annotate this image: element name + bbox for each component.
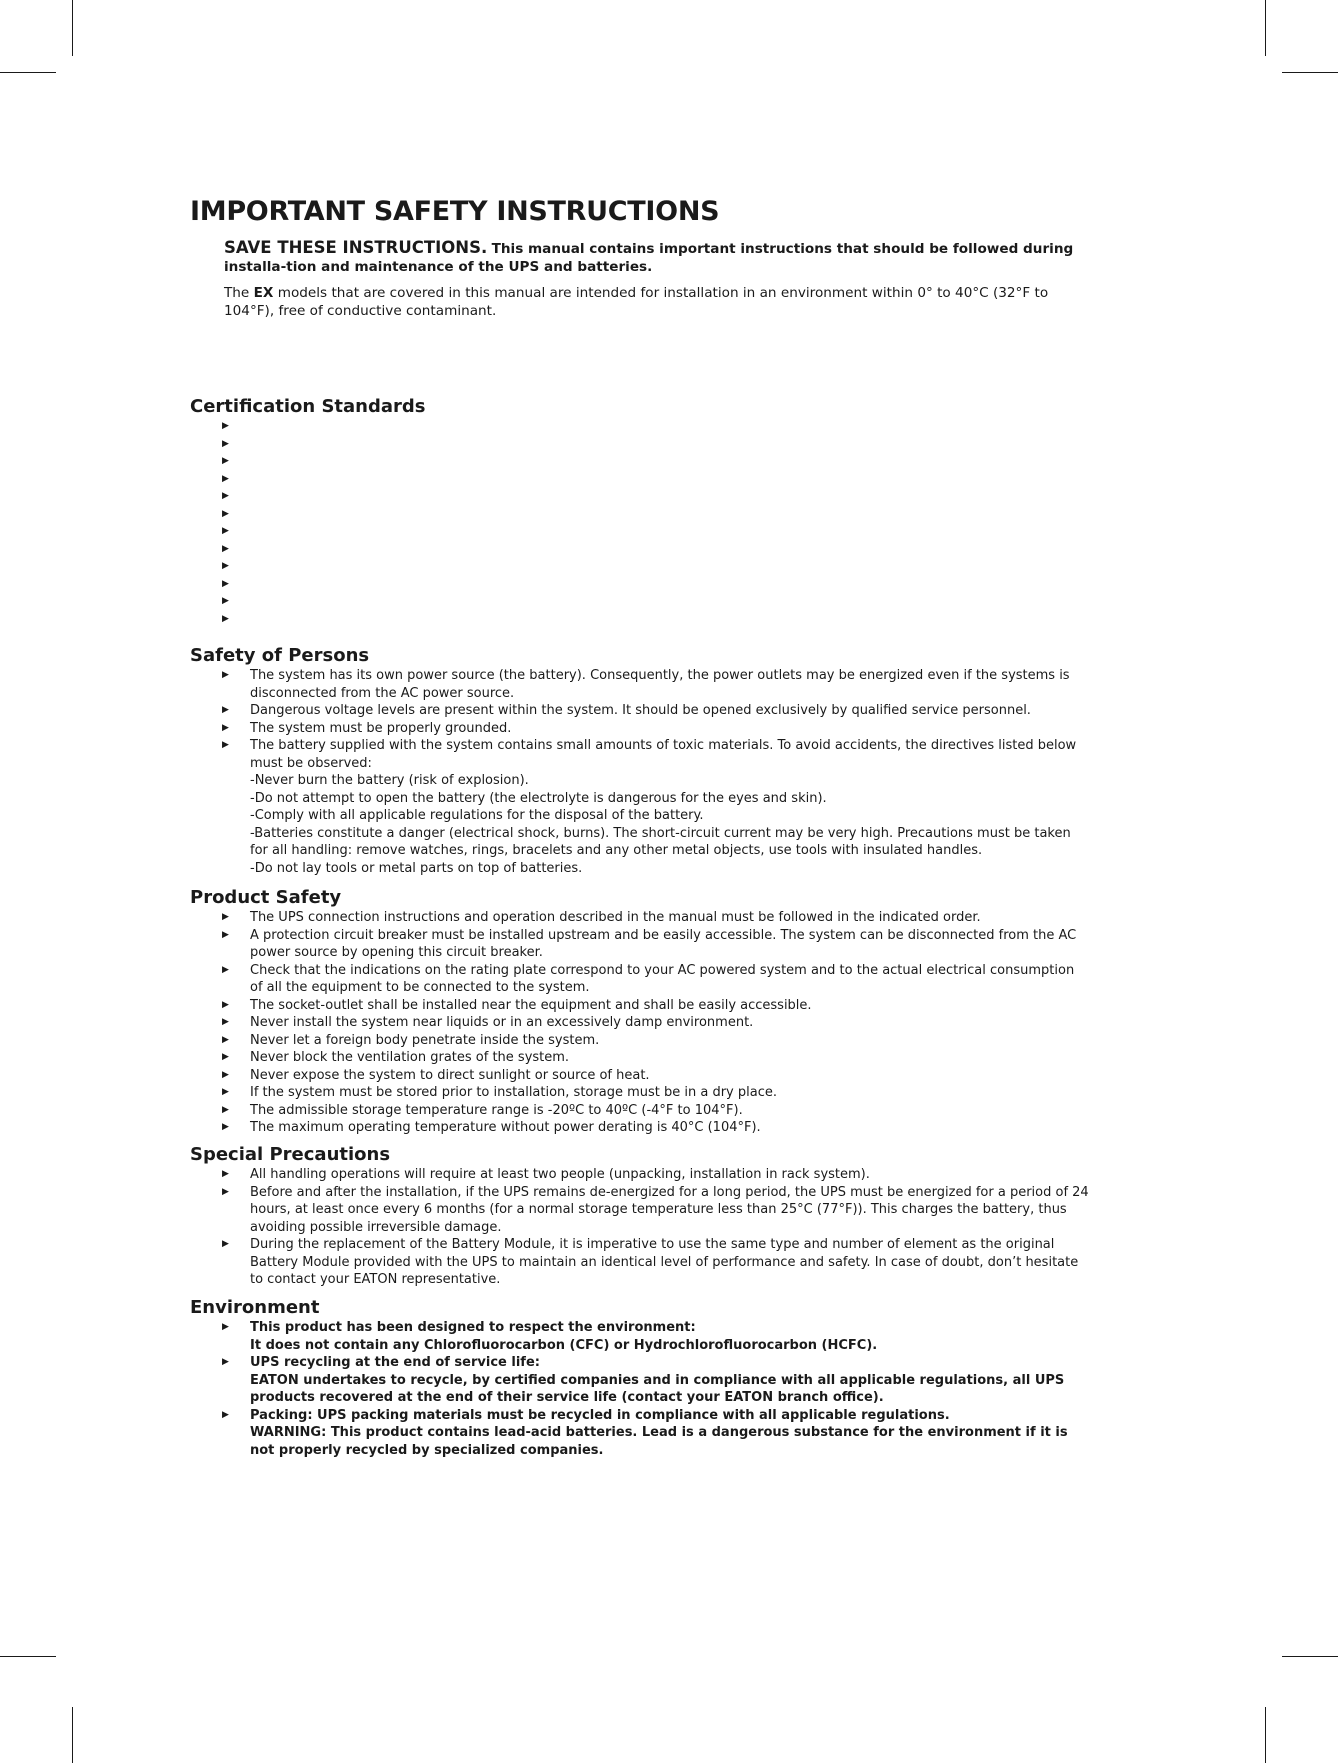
list-item-text: Never expose the system to direct sunlight or source of heat. (250, 1067, 650, 1083)
list-item (190, 488, 1090, 506)
environment-text: The (224, 285, 254, 301)
bullet-icon: ▶ (222, 1087, 229, 1097)
special-precautions-section (190, 1144, 1090, 1289)
save-instructions-paragraph (224, 239, 1090, 276)
list-item (190, 541, 1090, 559)
product-safety-list (190, 909, 1090, 1137)
list-item (190, 1184, 1090, 1237)
list-item-text: A protection circuit breaker must be installed upstream and be easily accessible. The system can be disconnected from the AC power source by opening this circuit breaker. (250, 927, 1077, 960)
list-item (190, 506, 1090, 524)
bullet-icon: ▶ (222, 1322, 229, 1332)
list-item-text: The system has its own power source (the battery). Consequently, the power outlets may be energized even if the systems is disconnected from the AC power source. (250, 668, 1070, 701)
sub-item-text: -Do not attempt to open the battery (the electrolyte is dangerous for the eyes and skin). (250, 790, 827, 806)
bullet-icon: ▶ (222, 1069, 229, 1080)
save-instructions-lead: SAVE THESE INSTRUCTIONS. (224, 238, 488, 257)
document-page (190, 196, 1090, 320)
list-item (190, 453, 1090, 471)
list-item-text: Before and after the installation, if the UPS remains de-energized for a long period, the UPS must be energized for a period of 24 hours, at least once every 6 months (for a normal storage temperature less than 25°C (77°F)). This charges the battery, thus avoiding possible irreversible damage. (250, 1184, 1089, 1235)
list-item (190, 1166, 1090, 1184)
safety-persons-section (190, 645, 1090, 877)
crop-mark (72, 0, 73, 56)
list-item (190, 593, 1090, 611)
list-item-detail: WARNING: This product contains lead-acid batteries. Lead is a dangerous substance for the environment if it is not properly recycled by specialized companies. (250, 1425, 1068, 1458)
list-item (190, 1067, 1090, 1085)
bullet-icon: ▶ (222, 578, 229, 589)
intro-block (224, 239, 1090, 320)
list-item-text: All handling operations will require at least two people (unpacking, installation in rack system). (250, 1167, 870, 1182)
bullet-icon: ▶ (222, 491, 229, 501)
list-item-text: Check that the indications on the rating plate correspond to your AC powered system and to the actual electrical consumption of all the equipment to be connected to the system. (250, 962, 1075, 995)
sub-item-text: -Never burn the battery (risk of explosion). (250, 773, 529, 788)
list-item (190, 1102, 1090, 1120)
list-item-text: This product has been designed to respect the environment: (250, 1320, 696, 1335)
environment-section (190, 1297, 1090, 1459)
list-item-text: The admissible storage temperature range is -20ºC to 40ºC (-4°F to 104°F). (250, 1102, 743, 1118)
bullet-icon: ▶ (222, 1357, 229, 1367)
save-instructions-text: This manual contains important instructions that should be followed during installa-tion and maintenance of the UPS and batteries. (224, 241, 1074, 275)
section-heading: Safety of Persons (190, 645, 370, 666)
bullet-icon: ▶ (222, 964, 229, 975)
bullet-icon: ▶ (222, 1409, 229, 1420)
list-item (190, 1084, 1090, 1102)
list-item-text: Dangerous voltage levels are present within the system. It should be opened exclusively by qualified service personnel. (250, 703, 1031, 718)
crop-mark (0, 1656, 56, 1657)
list-item-text: The socket-outlet shall be installed near the equipment and shall be easily accessible. (250, 997, 812, 1013)
list-item-detail: It does not contain any Chlorofluorocarbon (CFC) or Hydrochlorofluorocarbon (HCFC). (250, 1337, 878, 1353)
crop-mark (1265, 0, 1266, 56)
bullet-icon: ▶ (222, 1034, 229, 1045)
environment-paragraph (224, 284, 1090, 320)
section-heading: Environment (190, 1297, 320, 1318)
list-item (190, 737, 1090, 877)
bullet-icon: ▶ (222, 912, 229, 922)
list-item (190, 702, 1090, 720)
bullet-icon: ▶ (222, 596, 229, 606)
certification-section (190, 396, 1090, 628)
list-item (190, 576, 1090, 594)
list-item-text: The system must be properly grounded. (250, 720, 512, 736)
section-heading: Product Safety (190, 887, 342, 908)
list-item (190, 471, 1090, 489)
crop-mark (1282, 1656, 1338, 1657)
list-item (190, 418, 1090, 436)
list-item (190, 611, 1090, 629)
bullet-icon: ▶ (222, 1239, 229, 1249)
model-name: EX (253, 285, 274, 301)
section-heading: Special Precautions (190, 1144, 391, 1165)
list-item (190, 1032, 1090, 1050)
product-safety-section (190, 887, 1090, 1137)
section-heading: Certification Standards (190, 396, 426, 417)
list-item-text: Packing: UPS packing materials must be recycled in compliance with all applicable regulations. (250, 1407, 950, 1423)
bullet-icon: ▶ (222, 705, 229, 715)
bullet-icon: ▶ (222, 438, 229, 449)
list-item (190, 1354, 1090, 1407)
certification-list (190, 418, 1090, 628)
bullet-icon: ▶ (222, 421, 229, 431)
list-item (190, 927, 1090, 962)
sub-item-text: -Do not lay tools or metal parts on top of batteries. (250, 860, 583, 876)
list-item-text: UPS recycling at the end of service life: (250, 1355, 540, 1370)
list-item-text: The UPS connection instructions and operation described in the manual must be followed in the indicated order. (250, 910, 981, 925)
sub-item-text: -Batteries constitute a danger (electrical shock, burns). The short-circuit current may be very high. Precautions must be taken for all handling: remove watches, rings, bracelets and any other metal objects, use tools with insulated handles. (250, 825, 1071, 858)
bullet-icon: ▶ (222, 740, 229, 750)
list-item-text: The battery supplied with the system contains small amounts of toxic materials. To avoid accidents, the directives listed below must be observed: (250, 738, 1077, 771)
environment-text: models that are covered in this manual are intended for installation in an environment within 0° to 40°C (32°F to 104°F), free of conductive contaminant. (224, 285, 1049, 319)
list-item (190, 1319, 1090, 1354)
list-item (190, 962, 1090, 997)
bullet-icon: ▶ (222, 473, 229, 484)
bullet-icon: ▶ (222, 999, 229, 1010)
list-item-text: Never install the system near liquids or in an excessively damp environment. (250, 1015, 754, 1030)
list-item (190, 997, 1090, 1015)
crop-mark (1282, 72, 1338, 73)
list-item (190, 667, 1090, 702)
bullet-icon: ▶ (222, 929, 229, 940)
bullet-icon: ▶ (222, 1017, 229, 1027)
list-item (190, 1236, 1090, 1289)
list-item (190, 1407, 1090, 1460)
bullet-icon: ▶ (222, 1052, 229, 1062)
safety-persons-list (190, 667, 1090, 877)
list-item (190, 1049, 1090, 1067)
bullet-icon: ▶ (222, 1169, 229, 1179)
crop-mark (1265, 1707, 1266, 1763)
bullet-icon: ▶ (222, 526, 229, 536)
list-item-text: The maximum operating temperature without power derating is 40°C (104°F). (250, 1120, 761, 1135)
list-item (190, 558, 1090, 576)
list-item-detail: EATON undertakes to recycle, by certified companies and in compliance with all applicable regulations, all UPS products recovered at the end of their service life (contact your EATON branch office). (250, 1372, 1065, 1405)
bullet-icon: ▶ (222, 1186, 229, 1197)
bullet-icon: ▶ (222, 670, 229, 680)
bullet-icon: ▶ (222, 722, 229, 733)
list-item-text: During the replacement of the Battery Module, it is imperative to use the same type and number of element as the original Battery Module provided with the UPS to maintain an identical level of performance and safety. In case of doubt, don’t hesitate to contact your EATON representative. (250, 1237, 1079, 1287)
list-item (190, 436, 1090, 454)
environment-list (190, 1319, 1090, 1459)
bullet-icon: ▶ (222, 1104, 229, 1115)
list-item (190, 909, 1090, 927)
bullet-icon: ▶ (222, 543, 229, 554)
list-item-text: If the system must be stored prior to installation, storage must be in a dry place. (250, 1085, 777, 1100)
crop-mark (0, 72, 56, 73)
list-item (190, 1119, 1090, 1137)
bullet-icon: ▶ (222, 613, 229, 624)
special-precautions-list (190, 1166, 1090, 1289)
page-title: IMPORTANT SAFETY INSTRUCTIONS (190, 196, 720, 227)
bullet-icon: ▶ (222, 1122, 229, 1132)
bullet-icon: ▶ (222, 456, 229, 466)
list-item-text: Never let a foreign body penetrate inside the system. (250, 1032, 600, 1048)
list-item (190, 720, 1090, 738)
list-item (190, 523, 1090, 541)
bullet-icon: ▶ (222, 561, 229, 571)
list-item-text: Never block the ventilation grates of the system. (250, 1050, 570, 1065)
list-item (190, 1014, 1090, 1032)
bullet-icon: ▶ (222, 508, 229, 519)
crop-mark (72, 1707, 73, 1763)
sub-item-text: -Comply with all applicable regulations for the disposal of the battery. (250, 808, 704, 823)
